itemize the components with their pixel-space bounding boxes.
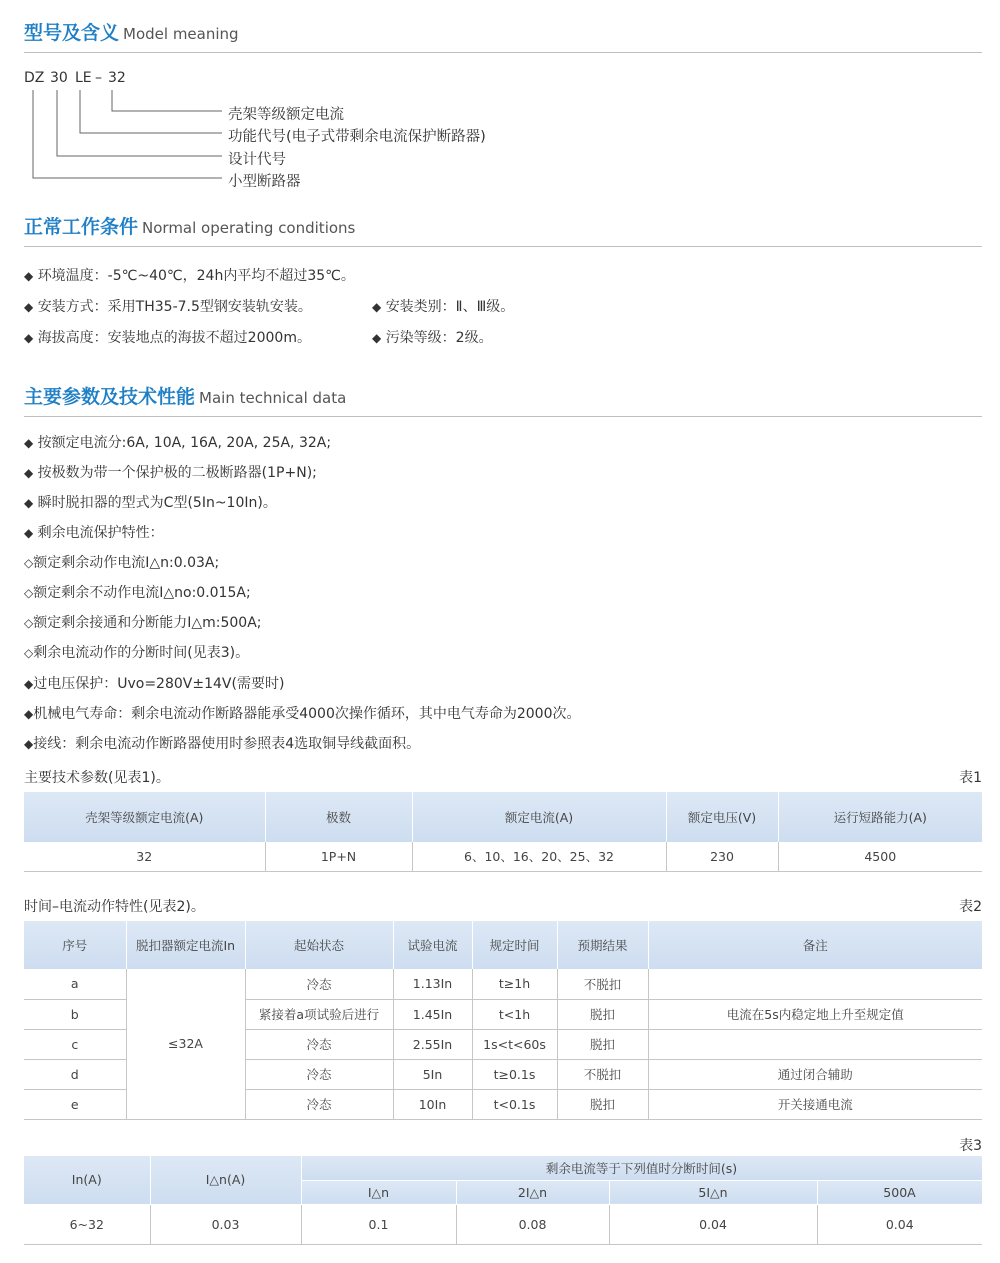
table-cell: 通过闭合辅助: [648, 1059, 982, 1089]
table-cell: 紧接着a项试验后进行: [245, 999, 393, 1029]
table-cell: t<1h: [472, 999, 557, 1029]
section-title-en: Normal operating conditions: [142, 219, 356, 237]
table-header: 额定电压(V): [666, 792, 778, 842]
table-cell: t≥0.1s: [472, 1059, 557, 1089]
diamond-bullet-icon: ◆: [24, 300, 34, 314]
technical-item: ◆ 瞬时脱扣器的型式为C型(5In~10In)。: [24, 495, 277, 511]
table-cell: 冷态: [245, 969, 393, 999]
table-header: 备注: [648, 921, 982, 969]
table-cell: 10In: [393, 1089, 472, 1119]
table-cell-rated-current: ≤32A: [126, 969, 245, 1119]
table-cell: 脱扣: [557, 999, 648, 1029]
table-subheader: I△n: [301, 1180, 456, 1204]
diamond-bullet-icon: ◆: [24, 436, 34, 450]
table-cell: b: [24, 999, 126, 1029]
table-cell: t<0.1s: [472, 1089, 557, 1119]
table1-caption: 主要技术参数(见表1)。: [24, 770, 170, 786]
table-header-row: [24, 1156, 982, 1180]
model-connector-lines: [0, 0, 240, 200]
table-cell: 脱扣: [557, 1029, 648, 1059]
model-code-dash: –: [95, 70, 102, 86]
technical-item: ◆ 按极数为带一个保护极的二极断路器(1P+N);: [24, 465, 317, 481]
table-subheader: 2I△n: [456, 1180, 609, 1204]
section-title-en: Main technical data: [199, 389, 347, 407]
table-cell: 1.13In: [393, 969, 472, 999]
technical-subitem: ◇额定剩余接通和分断能力I△m:500A;: [24, 615, 262, 631]
section-title-technical: [24, 382, 982, 417]
table-header: 脱扣器额定电流In: [126, 921, 245, 969]
table-row: [24, 1204, 982, 1244]
table-cell: c: [24, 1029, 126, 1059]
table-row: [24, 842, 982, 871]
table1-number: 表1: [959, 770, 982, 786]
model-meaning-function-code: 功能代号(电子式带剩余电流保护断路器): [228, 129, 486, 145]
diamond-bullet-icon: ◆: [372, 331, 382, 345]
hollow-diamond-bullet-icon: ◇: [24, 556, 34, 570]
diamond-bullet-icon: ◆: [24, 737, 34, 751]
diamond-bullet-icon: ◆: [24, 677, 34, 691]
table-header: 预期结果: [557, 921, 648, 969]
section-title-zh: 主要参数及技术性能: [24, 386, 196, 408]
table-cell: 不脱扣: [557, 1059, 648, 1089]
diamond-bullet-icon: ◆: [24, 466, 34, 480]
table-cell: d: [24, 1059, 126, 1089]
condition-pollution: ◆ 污染等级：2级。: [372, 330, 493, 346]
model-code-30: 30: [50, 70, 68, 86]
diamond-bullet-icon: ◆: [24, 526, 34, 540]
table-cell: 0.04: [817, 1204, 982, 1244]
technical-item: ◆过电压保护：Uvo=280V±14V(需要时): [24, 676, 285, 692]
table-header: 极数: [265, 792, 412, 842]
table-cell: 冷态: [245, 1029, 393, 1059]
technical-item: ◆接线：剩余电流动作断路器使用时参照表4选取铜导线截面积。: [24, 736, 421, 752]
table3-number: 表3: [959, 1138, 982, 1154]
table-header: 额定电流(A): [412, 792, 666, 842]
table-cell: 开关接通电流: [648, 1089, 982, 1119]
table2-number: 表2: [959, 899, 982, 915]
diamond-bullet-icon: ◆: [24, 496, 34, 510]
table-subheader: 500A: [817, 1180, 982, 1204]
section-title-zh: 型号及含义: [24, 22, 120, 44]
diamond-bullet-icon: ◆: [24, 707, 34, 721]
table-cell: 32: [24, 842, 265, 871]
table-header: 序号: [24, 921, 126, 969]
table-header: 规定时间: [472, 921, 557, 969]
diamond-bullet-icon: ◆: [24, 269, 34, 283]
hollow-diamond-bullet-icon: ◇: [24, 616, 34, 630]
table-cell: 4500: [778, 842, 982, 871]
technical-subitem: ◇剩余电流动作的分断时间(见表3)。: [24, 645, 250, 661]
model-code-le: LE: [75, 70, 92, 86]
table-cell: 0.08: [456, 1204, 609, 1244]
diamond-bullet-icon: ◆: [24, 331, 34, 345]
table2: [24, 921, 982, 1120]
table-subheader: 5I△n: [609, 1180, 817, 1204]
condition-install-method: ◆ 安装方式：采用TH35-7.5型钢安装轨安装。: [24, 299, 312, 315]
table-header-row: [24, 921, 982, 969]
table-cell: [648, 1029, 982, 1059]
table-cell: 冷态: [245, 1089, 393, 1119]
table-row: [24, 969, 982, 999]
technical-item: ◆ 按额定电流分:6A, 10A, 16A, 20A, 25A, 32A;: [24, 435, 332, 451]
table-cell: 2.55In: [393, 1029, 472, 1059]
table-header-row: [24, 792, 982, 842]
table-header: 起始状态: [245, 921, 393, 969]
table-cell: 5In: [393, 1059, 472, 1089]
technical-subitem: ◇额定剩余不动作电流I△no:0.015A;: [24, 585, 251, 601]
table-cell: a: [24, 969, 126, 999]
table3: [24, 1156, 983, 1245]
condition-env-temp: ◆ 环境温度：-5℃~40℃，24h内平均不超过35℃。: [24, 268, 355, 284]
table-cell: 0.03: [150, 1204, 301, 1244]
table-cell: 1s<t<60s: [472, 1029, 557, 1059]
condition-install-category: ◆ 安装类别：Ⅱ、Ⅲ级。: [372, 299, 515, 315]
section-title-en: Model meaning: [123, 25, 239, 43]
table2-caption: 时间–电流动作特性(见表2)。: [24, 899, 205, 915]
table-cell: 电流在5s内稳定地上升至规定值: [648, 999, 982, 1029]
table-cell: [648, 969, 982, 999]
table-cell: 6、10、16、20、25、32: [412, 842, 666, 871]
table-cell: t≥1h: [472, 969, 557, 999]
table-cell: 冷态: [245, 1059, 393, 1089]
model-code-32: 32: [108, 70, 126, 86]
technical-item: ◆机械电气寿命：剩余电流动作断路器能承受4000次操作循环，其中电气寿命为2000次。: [24, 706, 581, 722]
section-title-zh: 正常工作条件: [24, 216, 139, 238]
table-cell: 6~32: [24, 1204, 150, 1244]
table-cell: e: [24, 1089, 126, 1119]
table-cell: 0.1: [301, 1204, 456, 1244]
table-cell: 230: [666, 842, 778, 871]
table-cell: 0.04: [609, 1204, 817, 1244]
model-meaning-rated-current: 壳架等级额定电流: [228, 107, 344, 123]
table-header-group: 剩余电流等于下列值时分断时间(s): [301, 1156, 982, 1180]
table-header: 壳架等级额定电流(A): [24, 792, 265, 842]
technical-subitem: ◇额定剩余动作电流I△n:0.03A;: [24, 555, 220, 571]
condition-altitude: ◆ 海拔高度：安装地点的海拔不超过2000m。: [24, 330, 311, 346]
table-header: I△n(A): [150, 1156, 301, 1204]
model-code-dz: DZ: [24, 70, 45, 86]
table-cell: 1P+N: [265, 842, 412, 871]
hollow-diamond-bullet-icon: ◇: [24, 586, 34, 600]
hollow-diamond-bullet-icon: ◇: [24, 646, 34, 660]
diamond-bullet-icon: ◆: [372, 300, 382, 314]
table1: [24, 792, 982, 872]
table-cell: 脱扣: [557, 1089, 648, 1119]
section-title-conditions: [24, 212, 982, 247]
table-header: In(A): [24, 1156, 150, 1204]
table-header: 运行短路能力(A): [778, 792, 982, 842]
model-meaning-design-code: 设计代号: [228, 152, 286, 168]
table-header: 试验电流: [393, 921, 472, 969]
model-meaning-mcb: 小型断路器: [228, 174, 301, 190]
table-cell: 1.45In: [393, 999, 472, 1029]
table-cell: 不脱扣: [557, 969, 648, 999]
technical-item: ◆ 剩余电流保护特性：: [24, 525, 164, 541]
